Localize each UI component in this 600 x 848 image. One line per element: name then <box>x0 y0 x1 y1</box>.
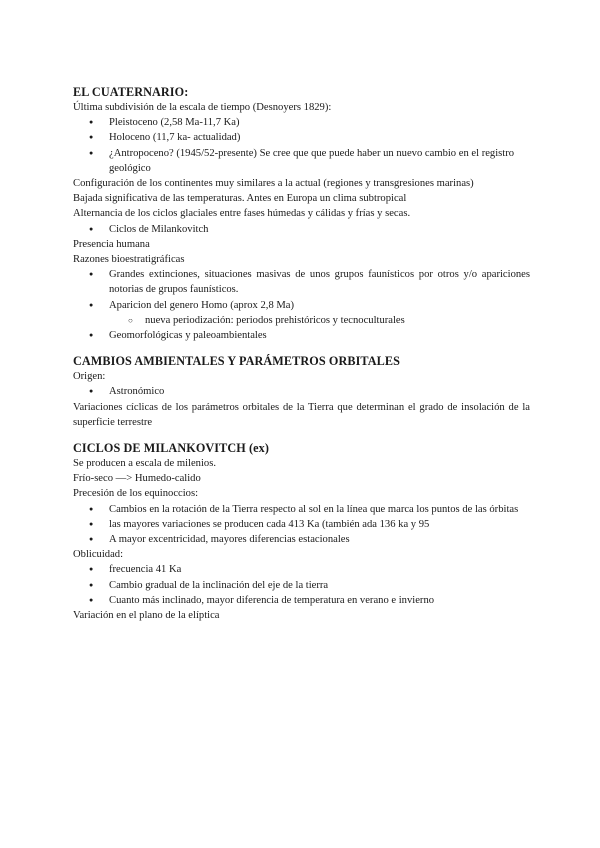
paragraph: Configuración de los continentes muy similares a la actual (regiones y transgresiones marinas) <box>73 178 474 190</box>
list-item: ● Cambios en la rotación de la Tierra respecto al sol en la línea que marca los puntos de las órbitas <box>73 502 530 517</box>
list-item: ● ¿Antropoceno? (1945/52-presente) Se cree que que puede haber un nuevo cambio en el registro geológico <box>73 146 530 176</box>
section-title-cambios-ambientales: CAMBIOS AMBIENTALES Y PARÁMETROS ORBITALES <box>73 354 400 369</box>
sub-list-item: ○ nueva periodización: periodos prehistóricos y tecnoculturales <box>73 313 530 328</box>
list-item: ● Holoceno (11,7 ka- actualidad) <box>73 130 530 145</box>
section-title-cuaternario: EL CUATERNARIO: <box>73 85 189 99</box>
paragraph: Precesión de los equinoccios: <box>73 488 199 500</box>
list-item: ● Cambio gradual de la inclinación del eje de la tierra <box>73 578 530 593</box>
section-title-milankovitch: CICLOS DE MILANKOVITCH (ex) <box>73 441 270 456</box>
document-content <box>73 84 530 623</box>
paragraph: Alternancia de los ciclos glaciales entre fases húmedas y cálidas y frías y secas. <box>73 208 411 220</box>
list-item: ● las mayores variaciones se producen cada 413 Ka (también ada 136 ka y 95 <box>73 517 530 532</box>
list-item: ● Pleistoceno (2,58 Ma-11,7 Ka) <box>73 115 530 130</box>
paragraph: Se producen a escala de milenios. <box>73 458 216 470</box>
list-item: ● Aparicion del genero Homo (aprox 2,8 Ma) <box>73 298 530 313</box>
paragraph: Presencia humana <box>73 238 150 250</box>
periods-list <box>73 115 530 176</box>
cycles-list <box>73 222 530 237</box>
paragraph: Razones bioestratigráficas <box>73 254 185 266</box>
paragraph: Bajada significativa de las temperaturas. Antes en Europa un clima subtropical <box>73 193 407 205</box>
list-item: ● Astronómico <box>73 384 530 399</box>
list-item: ● Grandes extinciones, situaciones masivas de unos grupos faunísticos por otros y/o apariciones notorias de grupos faunísticos. <box>73 267 530 297</box>
list-item: ● A mayor excentricidad, mayores diferencias estacionales <box>73 532 530 547</box>
reasons-list <box>73 267 530 343</box>
paragraph: Oblicuidad: <box>73 549 124 561</box>
paragraph: Frío-seco —> Humedo-calido <box>73 473 201 485</box>
precession-list <box>73 502 530 548</box>
list-item: ● Ciclos de Milankovitch <box>73 222 530 237</box>
obliquity-list <box>73 562 530 608</box>
list-item: ● Cuanto más inclinado, mayor diferencia de temperatura en verano e invierno <box>73 593 530 608</box>
paragraph: Variaciones cíclicas de los parámetros orbitales de la Tierra que determinan el grado de insolación de la superficie terrestre <box>73 401 530 428</box>
paragraph: Origen: <box>73 371 106 383</box>
origin-list <box>73 384 530 399</box>
paragraph: Variación en el plano de la elíptica <box>73 610 220 622</box>
list-item: ● Geomorfológicas y paleoambientales <box>73 328 530 343</box>
list-item: ● frecuencia 41 Ka <box>73 562 530 577</box>
paragraph: Última subdivisión de la escala de tiempo (Desnoyers 1829): <box>73 102 332 113</box>
